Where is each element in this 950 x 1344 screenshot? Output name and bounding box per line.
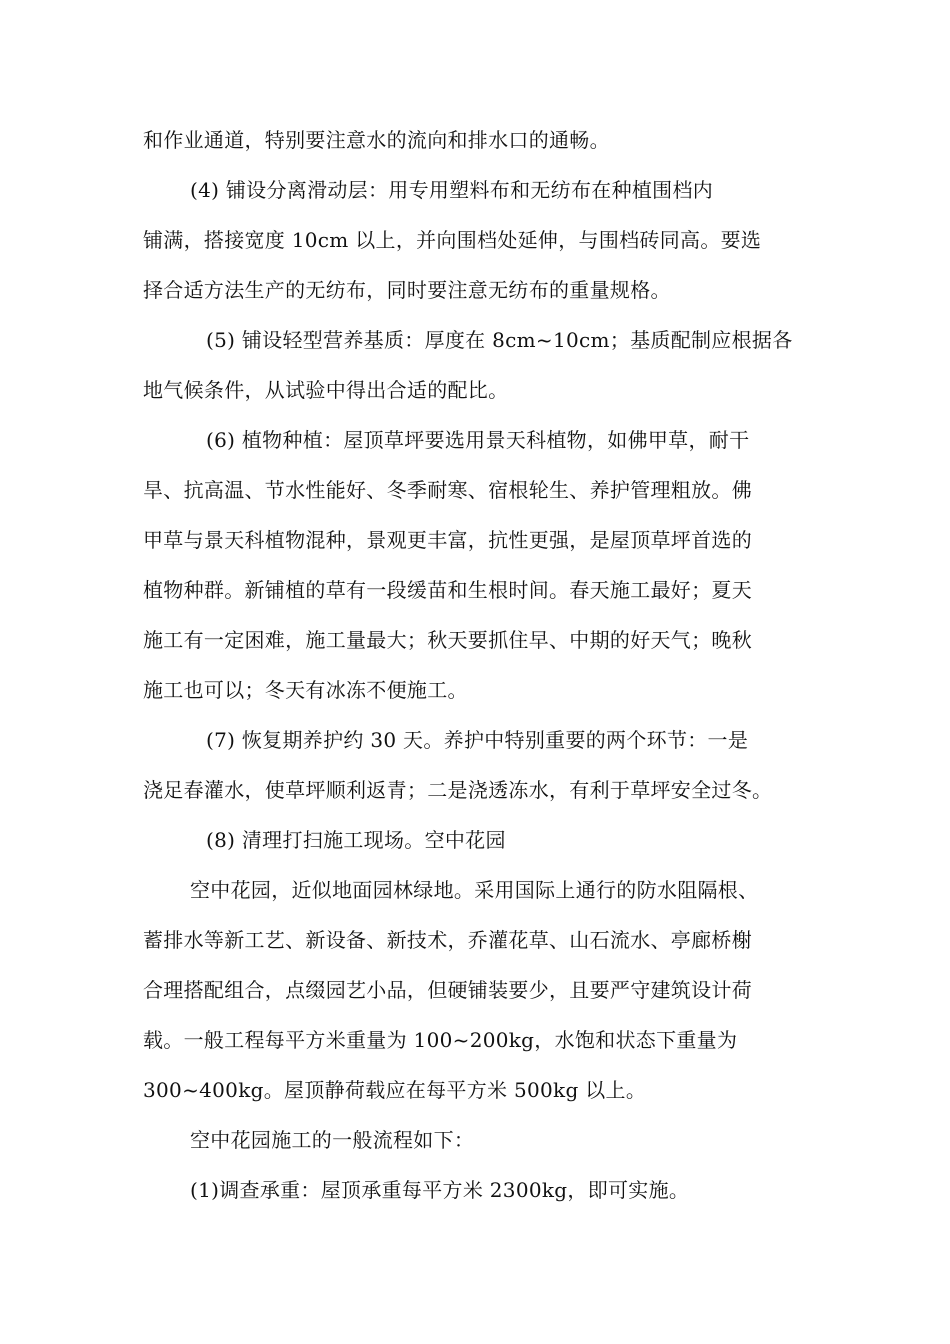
text-line: 蓄排水等新工艺、新设备、新技术，乔灌花草、山石流水、亭廊桥榭 [143, 928, 752, 952]
text-line: 施工有一定困难，施工量最大；秋天要抓住早、中期的好天气；晚秋 [143, 628, 752, 652]
text-line: (4) 铺设分离滑动层：用专用塑料布和无纺布在种植围档内 [190, 178, 714, 202]
text-line: (8) 清理打扫施工现场。空中花园 [206, 828, 506, 852]
text-line: 载。一般工程每平方米重量为 100~200kg，水饱和状态下重量为 [143, 1028, 738, 1052]
text-line: (7) 恢复期养护约 30 天。养护中特别重要的两个环节：一是 [206, 728, 749, 752]
text-line: 空中花园，近似地面园林绿地。采用国际上通行的防水阻隔根、 [190, 878, 759, 902]
text-line: 浇足春灌水，使草坪顺利返青；二是浇透冻水，有利于草坪安全过冬。 [143, 778, 773, 802]
text-line: 植物种群。新铺植的草有一段缓苗和生根时间。春天施工最好；夏天 [143, 578, 752, 602]
text-line: 择合适方法生产的无纺布，同时要注意无纺布的重量规格。 [143, 278, 671, 302]
text-line: (1)调查承重：屋顶承重每平方米 2300kg，即可实施。 [190, 1178, 690, 1202]
text-line: 地气候条件，从试验中得出合适的配比。 [143, 378, 509, 402]
text-line: 合理搭配组合，点缀园艺小品，但硬铺装要少，且要严守建筑设计荷 [143, 978, 752, 1002]
text-line: 施工也可以；冬天有冰冻不便施工。 [143, 678, 468, 702]
text-line: 旱、抗高温、节水性能好、冬季耐寒、宿根轮生、养护管理粗放。佛 [143, 478, 752, 502]
text-line: 300~400kg。屋顶静荷载应在每平方米 500kg 以上。 [143, 1078, 647, 1102]
text-line: 甲草与景天科植物混种，景观更丰富，抗性更强，是屋顶草坪首选的 [143, 528, 752, 552]
text-line: 空中花园施工的一般流程如下： [190, 1128, 475, 1152]
text-line: 和作业通道，特别要注意水的流向和排水口的通畅。 [143, 128, 610, 152]
text-line: 铺满，搭接宽度 10cm 以上，并向围档处延伸，与围档砖同高。要选 [143, 228, 762, 252]
text-line: (5) 铺设轻型营养基质：厚度在 8cm~10cm；基质配制应根据各 [206, 328, 793, 352]
text-line: (6) 植物种植：屋顶草坪要选用景天科植物，如佛甲草，耐干 [206, 428, 750, 452]
